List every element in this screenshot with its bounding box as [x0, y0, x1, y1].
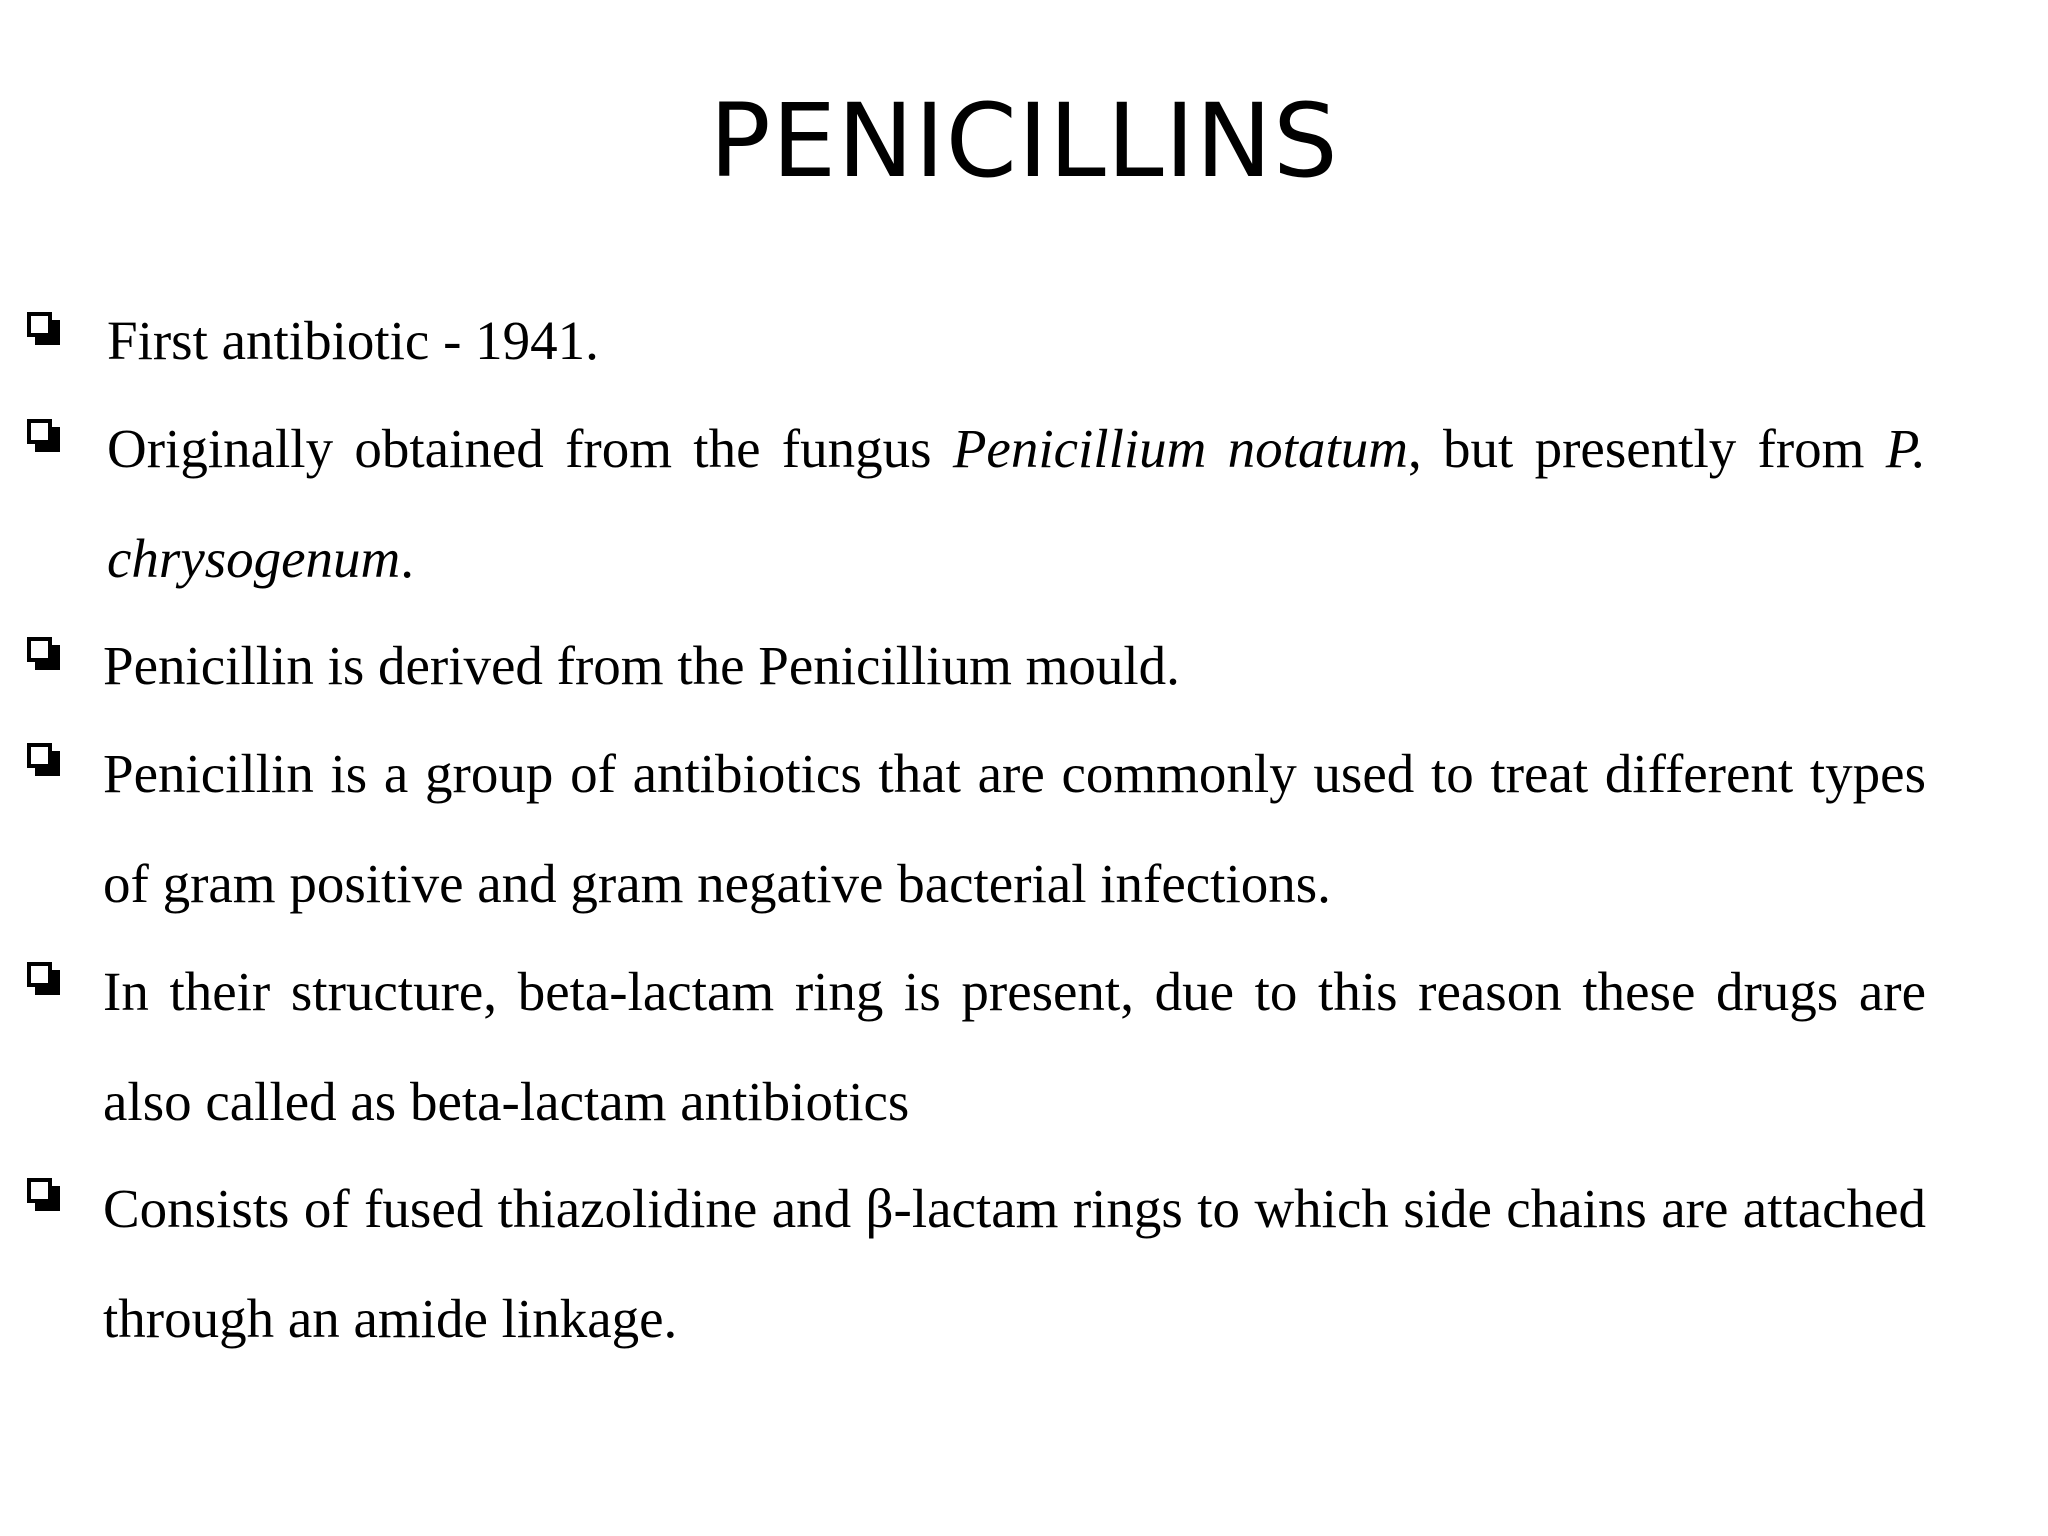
checkbox-bullet-icon — [27, 312, 60, 345]
checkbox-bullet-icon — [27, 637, 60, 670]
species-name: P. chrysogenum — [107, 418, 1927, 589]
checkbox-bullet-icon — [27, 419, 60, 452]
bullet-text: Penicillin is derived from the Penicillium mould. — [103, 635, 1180, 696]
bullet-text: Consists of fused thiazolidine and β-lactam rings to which side chains are attached through an amide linkage. — [103, 1178, 1926, 1349]
bullet-text: First antibiotic - 1941. — [107, 310, 599, 371]
checkbox-bullet-icon — [27, 962, 60, 995]
slide-title: PENICILLINS — [709, 82, 1339, 201]
bullet-text: In their structure, beta-lactam ring is present, due to this reason these drugs are also called as beta-lactam antibiotics — [103, 961, 1926, 1132]
bullet-text: Originally obtained from the fungus Penicillium notatum, but presently from P. chrysogenum. — [107, 418, 1927, 589]
checkbox-bullet-icon — [27, 1178, 60, 1211]
species-name: Penicillium notatum — [952, 418, 1408, 479]
checkbox-bullet-icon — [27, 743, 60, 776]
bullet-text: Penicillin is a group of antibiotics that are commonly used to treat different types of gram positive and gram negative bacterial infections. — [103, 743, 1926, 914]
